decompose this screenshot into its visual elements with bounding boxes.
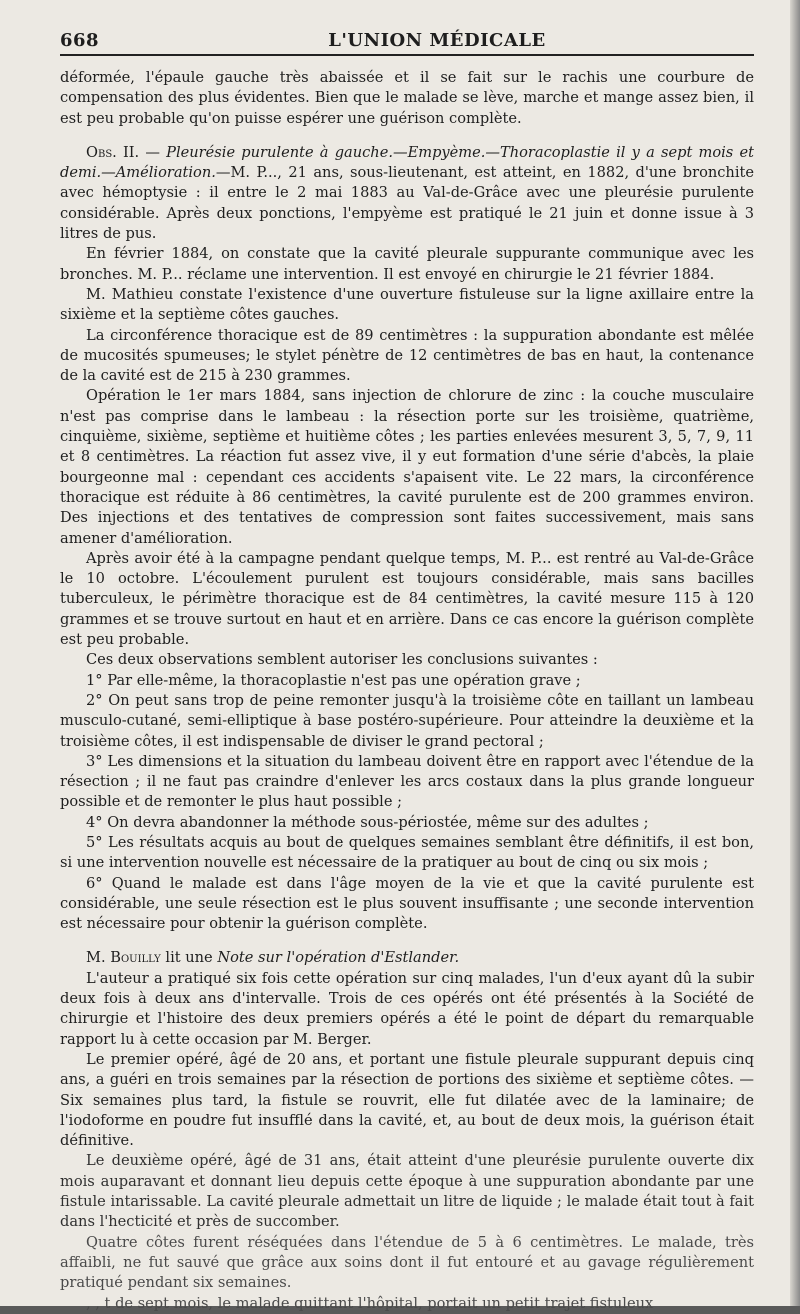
conclusion-item: 1° Par elle-même, la thoracoplastie n'est pas une opération grave ; [86,671,581,689]
last-line [60,1294,754,1314]
running-title: L'UNION MÉDICALE [328,30,546,51]
last-line-text: de sept mois, le malade quittant l'hôpital, portait un petit trajet fistuleux [115,1294,654,1312]
bouilly-name: Bouilly [110,949,161,967]
header-rule [60,54,754,56]
bouilly-prefix: M. [86,949,106,967]
conclusion-item: 5° Les résultats acquis au bout de quelques semaines semblant être définitifs, il est bon, si une intervention nouvelle est nécessaire de la pratiquer au bout de cinq ou six mois ; [60,833,754,872]
bouilly-heading [60,948,754,968]
page-header [60,22,754,54]
paragraph: M. Mathieu constate l'existence d'une ouverture fistuleuse sur la ligne axillaire entre la sixième et la septième côtes gauches. [60,285,754,324]
paragraph: Le premier opéré, âgé de 20 ans, et portant une fistule pleurale suppurant depuis cinq ans, a guéri en trois semaines par la résection de portions des sixième et septième côtes. — Six semaines plus tard, la fistule se rouvrit, elle fut dilatée avec de la laminaire; de l'iodoforme en poudre fut insufflé dans la cavité, et, au bout de deux mois, la guérison était définitive. [60,1050,754,1150]
paragraph: Le deuxième opéré, âgé de 31 ans, était atteint d'une pleurésie purulente ouverte dix mois auparavant et donnant lieu depuis cette époque à une suppuration abondante par une fistule intarissable. La cavité pleurale admettait un litre de liquide ; le malade était tout à fait dans l'hecticité et près de succomber. [60,1152,754,1231]
paragraph: Ces deux observations semblent autoriser les conclusions suivantes : [86,651,598,669]
last-line-prefix: , , t [86,1294,111,1312]
obs-ii-paragraph: Obs. II. — Pleurésie purulente à gauche.—Empyème.—Thoracoplastie il y a sept mois et demi.—Amélioration.—M. P..., 21 ans, sous-lieutenant, est atteint, en 1882, d'une bronchite avec hémoptysie : il entre le 2 mai 1883 au Val-de-Grâce avec une pleurésie purulente considérable. Après deux ponctions, l'empyème est pratiqué le 21 juin et donne issue à 3 litres de pus. [60,143,754,243]
obs-label: Obs. II. [86,143,140,161]
paragraph: Après avoir été à la campagne pendant quelque temps, M. P... est rentré au Val-de-Grâce le 10 octobre. L'écoulement purulent est toujours considérable, mais sans bacilles tuberculeux, le périmètre thoracique est de 84 centimètres, la cavité mesure 115 à 120 grammes et se trouve surtout en haut et en arrière. Dans ce cas encore la guérison complète est peu probable. [60,549,754,649]
conclusion-item: 6° Quand le malade est dans l'âge moyen de la vie et que la cavité purulente est considérable, une seule résection est le plus souvent insuffisante ; une seconde intervention est nécessaire pour obtenir la guérison complète. [60,874,754,933]
paragraph: Opération le 1er mars 1884, sans injection de chlorure de zinc : la couche musculaire n'est pas comprise dans le lambeau : la résection porte sur les troisième, quatrième, cinquième, sixième, septième et huitième côtes ; les parties enlevées mesurent 3, 5, 7, 9, 11 et 8 centimètres. La réaction fut assez vive, il y eut formation d'une série d'abcès, la plaie bourgeonne mal : cependant ces accidents s'apaisent vite. Le 22 mars, la circonférence thoracique est réduite à 86 centimètres, la cavité purulente est de 200 grammes environ. Des injections et des tentatives de compression sont faites successivement, mais sans amener d'amélioration. [60,387,754,547]
paragraph: Quatre côtes furent réséquées dans l'étendue de 5 à 6 centimètres. Le malade, très affaibli, ne fut sauvé que grâce aux soins dont il fut entouré et au gavage régulièrement pratiqué pendant six semaines. [60,1233,754,1292]
page-number: 668 [60,30,100,51]
paragraph: En février 1884, on constate que la cavité pleurale suppurante communique avec les bronches. M. P... réclame une intervention. Il est envoyé en chirurgie le 21 février 1884. [60,245,754,283]
paragraph: déformée, l'épaule gauche très abaissée et il se fait sur le rachis une courbure de compensation des plus évidentes. Bien que le malade se lève, marche et mange assez bien, il est peu probable qu'on puisse espérer une guérison complète. [60,69,754,127]
page-spine-shadow [790,0,800,1306]
conclusion-item: 3° Les dimensions et la situation du lambeau doivent être en rapport avec l'étendue de la résection ; il ne faut pas craindre d'enlever les arcs costaux dans la plus grande longueur possible et de remonter le plus haut possible ; [60,752,754,811]
conclusion-item: 2° On peut sans trop de peine remonter jusqu'à la troisième côte en taillant un lambeau musculo-cutané, semi-elliptique à base postéro-supérieure. Pour atteindre la deuxième et la troisième côtes, il est indispensable de diviser le grand pectoral ; [60,691,754,750]
bouilly-note-title: Note sur l'opération d'Estlander. [217,949,460,967]
paragraph: L'auteur a pratiqué six fois cette opération sur cinq malades, l'un d'eux ayant dû la subir deux fois à deux ans d'intervalle. Trois de ces opérés ont été présentés à la Société de chirurgie et l'histoire des deux premiers opérés a été le point de départ du remarquable rapport lu à cette occasion par M. Berger. [60,969,754,1048]
bouilly-verb: lit une [165,949,213,967]
paragraph: La circonférence thoracique est de 89 centimètres : la suppuration abondante est mêlée de mucosités spumeuses; le stylet pénètre de 12 centimètres de bas en haut, la contenance de la cavité est de 215 à 230 grammes. [60,326,754,385]
conclusion-item: 4° On devra abandonner la méthode sous-périostée, même sur des adultes ; [86,813,649,831]
obs-title: Pleurésie purulente à gauche.—Empyème.—Thoracoplastie il y a sept mois et demi.—Amélioration. [60,143,754,182]
obs-patient-prefix: —M. [215,164,251,182]
body-text [60,68,754,1314]
obs-paragraph-text: P..., 21 ans, sous-lieutenant, est atteint, en 1882, d'une bronchite avec hémoptysie : il entre le 2 mai 1883 au Val-de-Grâce avec une pleurésie purulente considérable. Après deux ponctions, l'empyème est pratiqué le 21 juin et donne issue à 3 litres de pus. [60,164,754,243]
